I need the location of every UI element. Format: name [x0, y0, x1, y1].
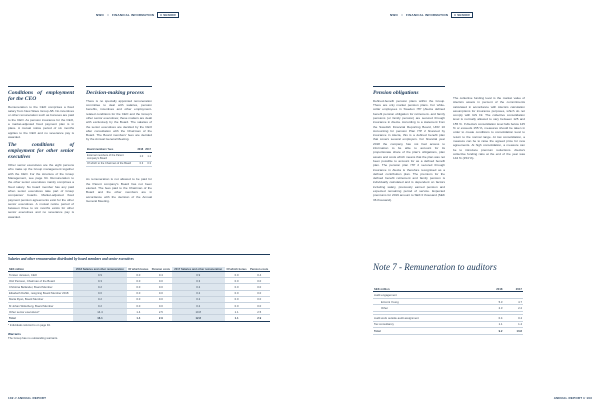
col-header: 2018	[484, 286, 504, 292]
auditors-table	[373, 286, 523, 335]
row-cell: 0.0	[150, 284, 172, 290]
row-cell: 0.0	[248, 290, 270, 296]
fees-row-2018: 0.3	[136, 161, 144, 166]
section-rule	[373, 86, 445, 87]
decision-column	[86, 86, 152, 206]
total-row	[373, 328, 523, 335]
row-cell: 0.0	[225, 284, 249, 290]
page-header	[390, 12, 473, 18]
row-2017: 4.7	[503, 298, 523, 305]
other-executives-heading: The conditions of employment for other senior executives	[8, 142, 74, 161]
row-cell: 0.2	[172, 296, 225, 302]
board-fees-table	[86, 148, 152, 168]
fees-row-label: External members of the Parent company's Board	[86, 153, 136, 162]
header-separator: //	[400, 13, 404, 17]
total-label: Total	[8, 315, 73, 321]
col-header: SEK million	[8, 267, 73, 272]
row-label: Olof Persson, Chairman of the Board	[8, 278, 73, 284]
row-cell: 1.1	[225, 309, 249, 315]
note7-heading: Note 7 - Remuneration to auditors	[373, 262, 497, 272]
row-cell: 0.0	[225, 296, 249, 302]
header-section: FINANCIAL INFORMATION	[406, 13, 449, 17]
table-row	[373, 314, 523, 321]
row-cell: 0.0	[150, 278, 172, 284]
row-label: Audit work outside audit assignment	[373, 314, 484, 321]
row-cell: 0.3	[172, 278, 225, 284]
total-row	[8, 315, 270, 321]
row-2018: 5.3	[484, 298, 504, 305]
pension-text-2: The collective funding level is the market value of Alecta's assets in percent of the commitments calculated in accordance with Alecta's calculation assumptions for insurance purposes, which do not comply with IAS 19. The collective consolidation level is normally allowed to vary between 125 and 155 %. If Alecta's consolidation level falls below 125 % or exceeds 155 %, measures should be taken in order to create conditions to consolidation level to return to the normal range. At low consolidation, a measure can be to raise the agreed price for new agreements. At high consolidation, a measure can be to introduce premium reductions. Alecta's collective funding ratio at the end of the year was 142 % (154 %).	[453, 96, 525, 161]
total-cell: 16.1	[73, 315, 126, 321]
row-2018	[484, 292, 504, 299]
header-active-tab: // SENIOR	[157, 12, 179, 18]
fees-header-2017: 2017	[145, 148, 151, 152]
row-2017: 2.2	[503, 305, 523, 312]
row-cell: 1.4	[127, 309, 151, 315]
row-cell: 0.2	[172, 284, 225, 290]
warrants-text: The Group has no outstanding warrants.	[8, 335, 59, 340]
total-label: Total	[373, 328, 484, 335]
auditors-table-block	[373, 286, 523, 335]
pension-column-2	[453, 96, 525, 163]
fees-row-label: Of which to the Chairman of the Board	[86, 161, 136, 166]
total-cell: 1.4	[127, 315, 151, 321]
ceo-conditions-text: Remuneration to the CEO comprises a fixed salary from New Wave Group AB. No incentives or other remuneration such as bonuses are paid to the CEO. As pension insurance for the CEO, a market-adjusted fixed payment plan is in place. A mutual notice period of six months applies to the CEO and no severance pay is awarded.	[8, 104, 74, 139]
section-rule	[8, 86, 74, 87]
row-cell: 0.3	[73, 278, 126, 284]
row-cell: 0.0	[127, 278, 151, 284]
pension-column-1	[373, 86, 445, 205]
col-header: SEK million	[373, 286, 484, 292]
table-row	[373, 298, 523, 305]
remuneration-table	[8, 267, 270, 322]
row-2018: 0.4	[484, 314, 504, 321]
total-cell: 1.1	[225, 315, 249, 321]
row-label: Audit engagement	[373, 292, 484, 299]
row-cell: 0.0	[127, 302, 151, 308]
row-label: Christina Bellander, Board Member	[8, 284, 73, 290]
row-2017	[503, 292, 523, 299]
brand-name: NWO	[390, 13, 398, 17]
decision-text-2: As remuneration is not allowed to be paid for the Parent company's Board has not been elected. The fees paid to the Chairman of the Board and the other members are in accordance with the decision of the Annual General Meeting.	[86, 177, 152, 203]
row-cell: 2.5	[248, 309, 270, 315]
row-cell: 0.0	[150, 302, 172, 308]
fees-header-2018: 2018	[137, 148, 144, 152]
table-row	[373, 321, 523, 328]
total-cell: 2.9	[150, 315, 172, 321]
row-cell: 0.2	[73, 302, 126, 308]
row-cell: 0.0	[225, 272, 249, 278]
row-cell: 2.5	[150, 309, 172, 315]
page-footer-right: ANNUAL REPORT // 103	[553, 396, 592, 400]
row-cell: 0.2	[172, 302, 225, 308]
row-label: Elisabeth Dahlin, resigning Board Member 2018	[8, 290, 73, 296]
fees-row-2017: 0.3	[144, 161, 152, 166]
remuneration-table-title: Salaries and other remuneration distributed by board members and senior executives	[8, 254, 270, 261]
row-cell: 0.2	[73, 296, 126, 302]
total-2017: 10.8	[503, 328, 523, 335]
warrants-heading: Warrants	[8, 331, 21, 336]
row-label: Other senior executives*	[8, 309, 73, 315]
right-page	[300, 0, 600, 407]
footnote: * Individuals referred to on page 94.	[8, 323, 51, 327]
header-section: FINANCIAL INFORMATION	[112, 13, 155, 17]
row-cell: 0.0	[127, 296, 151, 302]
row-cell: 0.9	[73, 272, 126, 278]
col-header: Pension costs	[151, 267, 170, 271]
row-cell: 0.2	[172, 290, 225, 296]
brand-name: NWO	[96, 13, 104, 17]
col-header: Of which bonus	[226, 267, 247, 271]
decision-heading: Decision-making process	[86, 89, 144, 96]
row-cell: 14.4	[73, 309, 126, 315]
total-2018: 9.2	[484, 328, 504, 335]
fees-header-label: Board members' fees	[86, 148, 136, 153]
row-2017: 1.4	[503, 321, 523, 328]
row-2018: 2.3	[484, 305, 504, 312]
col-header: 2018 Salaries and other remuneration	[73, 267, 126, 272]
row-cell: 0.0	[248, 302, 270, 308]
col-header: 2017 Salaries and other remuneration	[172, 267, 225, 272]
row-label: Maria Ryan, Board Member	[8, 296, 73, 302]
table-row	[86, 161, 152, 166]
table-row	[373, 305, 523, 312]
row-cell: 0.4	[150, 272, 172, 278]
row-cell: 0.0	[248, 284, 270, 290]
row-cell: 0.0	[248, 296, 270, 302]
row-cell: 0.0	[127, 284, 151, 290]
row-label: M Johan Widerberg, Board Member	[8, 302, 73, 308]
pension-heading: Pension obligations	[373, 89, 419, 96]
section-rule	[86, 86, 152, 87]
row-cell: 0.0	[225, 302, 249, 308]
row-cell: 0.0	[225, 278, 249, 284]
employment-column	[8, 86, 74, 222]
other-executives-text: Other senior executives are the eight persons who make up the Group management together with the CEO. For the structure of the Group Management, see page 94. Remuneration to the other senior executives mainly comprises a fixed salary. No board member has any paid when senior executives take part of Group companies' boards. Market-adjusted fixed payment pension agreements exist for the other senior executives. A mutual notice period of between three to six months exists for other senior executives and no severance pay is awarded.	[8, 163, 74, 219]
row-cell: 0.2	[73, 284, 126, 290]
pension-text-1: Defined-benefit pension plans within the Group. There are only market pension plans. For white-collar employees in Sweden ITP (Alecta defined benefit pension obligation for retirement- and family pensions (or family pension) are secured through insurance in Alecta. According to a statement from the Swedish Financial Reporting Board, UFR 10 Accounting for pension Plan ITP 2 financed by insurance in Alecta, this is a defined benefit plan that covers several employers. For financial year 2018 the company has not had access to information to be able to account for its proportionate share of the plan's obligations, plan assets and costs which means that the plan was not been possible to account for as a defined benefit plan. The pension plan ITP 2 secured through insurance in Alecta is therefore recognised as a defined contribution plan. The premium for the defined benefit retirement and family pension is individually calculated and is dependent on factors including salary, previously earned pension and expected remaining period of service. Expected premiums for 2019 amount to SEK 0 thousand (SEK 36 thousand).	[373, 98, 445, 202]
row-cell: 0.0	[248, 278, 270, 284]
row-cell: 0.4	[248, 272, 270, 278]
row-cell: 0.0	[150, 290, 172, 296]
fees-row-2018: 1.0	[136, 153, 144, 162]
decision-text: There is no specially appointed remuneration committee to deal with salaries, pension benefits, incentives and other employment-related conditions for the CEO and the Group's other senior executives; these matters are dealt with exclusively by the Board. The salaries of the senior executives are decided by the CEO after consultation with the Chairman of the Board. The Board members' fees are decided by the Annual General Meeting.	[86, 98, 152, 142]
row-cell: 0.0	[225, 290, 249, 296]
page-header	[96, 12, 179, 18]
ceo-conditions-heading: Conditions of employment for the CEO	[8, 89, 74, 102]
row-label: Ernst & Young	[373, 298, 484, 305]
row-2018: 1.1	[484, 321, 504, 328]
page-footer-left: 102 // ANNUAL REPORT	[8, 396, 47, 400]
remuneration-table-block	[8, 254, 270, 340]
row-cell: 10.8	[172, 309, 225, 315]
row-label: Tax consultancy	[373, 321, 484, 328]
row-cell: 0.0	[73, 290, 126, 296]
fees-row-2017: 1.1	[144, 153, 152, 162]
row-2017: 0.4	[503, 314, 523, 321]
row-cell: 0.0	[127, 290, 151, 296]
table-row	[86, 153, 152, 162]
col-header: 2017	[503, 286, 523, 292]
row-cell: 0.0	[150, 296, 172, 302]
col-header: Pension costs	[250, 267, 269, 271]
total-cell: 2.9	[248, 315, 270, 321]
total-cell: 12.8	[172, 315, 225, 321]
col-header: Of which bonus	[128, 267, 149, 271]
table-row	[373, 292, 523, 299]
header-separator: //	[106, 13, 110, 17]
row-cell: 0.9	[172, 272, 225, 278]
row-label: Other	[373, 305, 484, 312]
header-active-tab: // SENIOR	[451, 12, 473, 18]
row-cell: 0.0	[127, 272, 151, 278]
row-label: Torsten Jansson, CEO	[8, 272, 73, 278]
